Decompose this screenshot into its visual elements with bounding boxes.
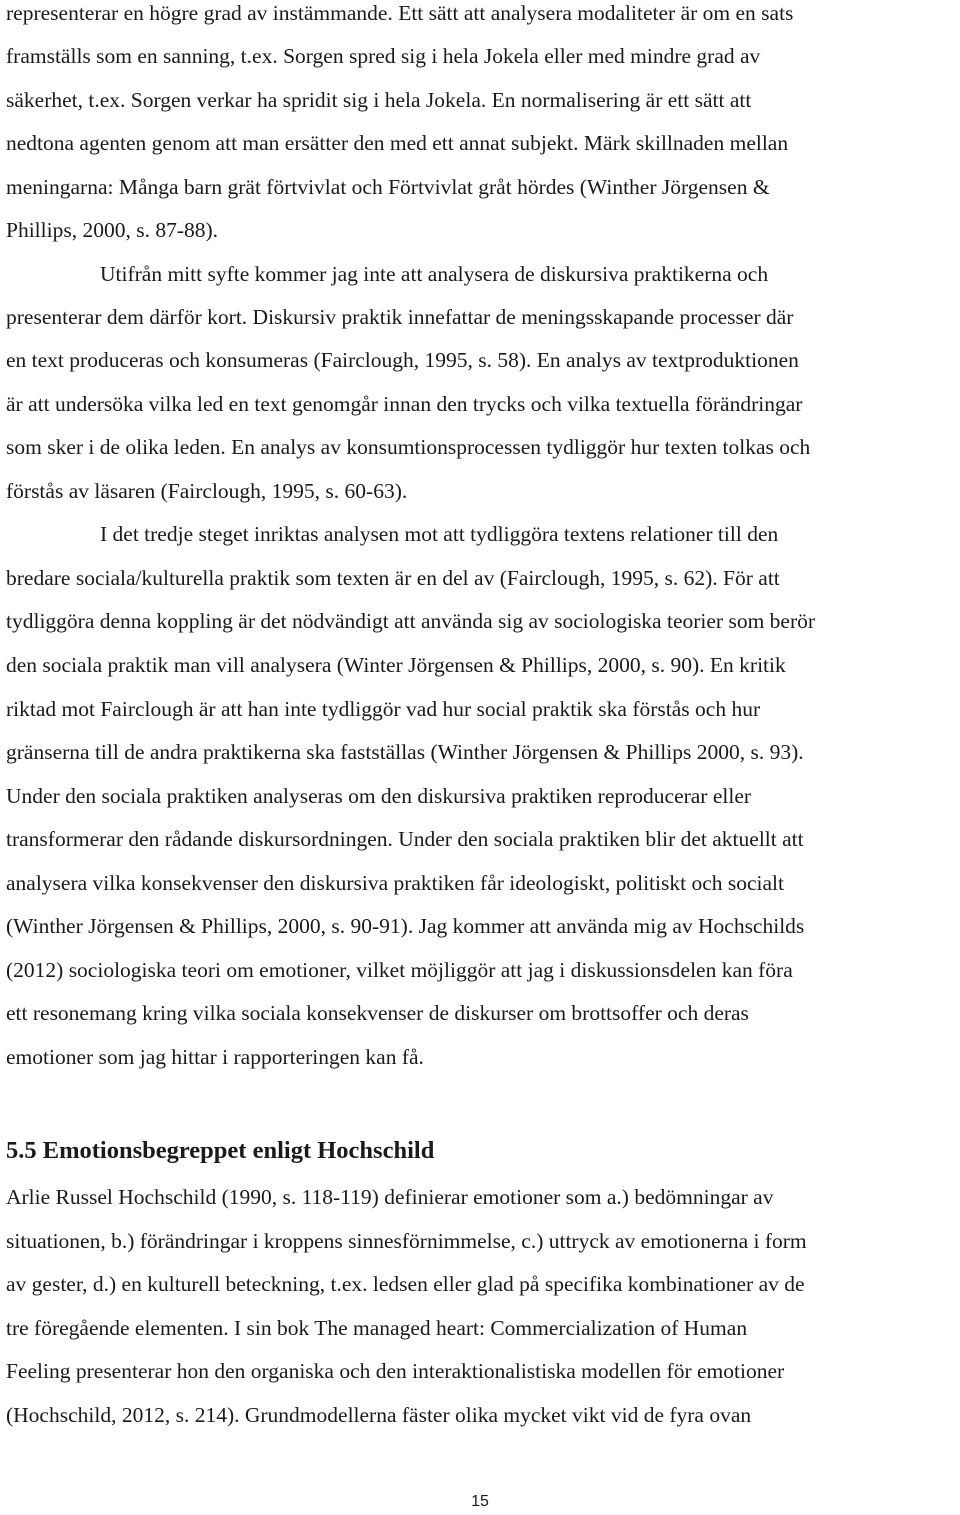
body-line: (2012) sociologiska teori om emotioner, vilket möjliggör att jag i diskussionsdelen kan föra [6, 958, 793, 982]
body-line: Arlie Russel Hochschild (1990, s. 118-119) definierar emotioner som a.) bedömningar av [6, 1185, 774, 1209]
body-line: framställs som en sanning, t.ex. Sorgen spred sig i hela Jokela eller med mindre grad av [6, 44, 761, 68]
body-line: av gester, d.) en kulturell beteckning, t.ex. ledsen eller glad på specifika kombinationer av de [6, 1272, 805, 1296]
body-line: gränserna till de andra praktikerna ska fastställas (Winther Jörgensen & Phillips 2000, s. 93). [6, 740, 804, 764]
body-line: Feeling presenterar hon den organiska och den interaktionalistiska modellen för emotioner [6, 1359, 785, 1383]
body-line: Under den sociala praktiken analyseras om den diskursiva praktiken reproducerar eller [6, 784, 752, 808]
section-heading: 5.5 Emotionsbegreppet enligt Hochschild [6, 1137, 435, 1164]
body-line: förstås av läsaren (Fairclough, 1995, s. 60-63). [6, 479, 408, 503]
body-line: (Winther Jörgensen & Phillips, 2000, s. 90-91). Jag kommer att använda mig av Hochschilds [6, 914, 805, 938]
body-line: den sociala praktik man vill analysera (Winter Jörgensen & Phillips, 2000, s. 90). En kritik [6, 653, 786, 677]
body-line: presenterar dem därför kort. Diskursiv praktik innefattar de meningsskapande processer där [6, 305, 794, 329]
body-line: tre föregående elementen. I sin bok The managed heart: Commercialization of Human [6, 1316, 748, 1340]
body-line: som sker i de olika leden. En analys av konsumtionsprocessen tydliggör hur texten tolkas och [6, 435, 811, 459]
paragraph-first-line: Utifrån mitt syfte kommer jag inte att analysera de diskursiva praktikerna och [100, 262, 769, 286]
body-line: representerar en högre grad av instämmande. Ett sätt att analysera modaliteter är om en sats [6, 1, 794, 25]
body-line: är att undersöka vilka led en text genomgår innan den trycks och vilka textuella förändringar [6, 392, 803, 416]
page-number: 15 [471, 1493, 489, 1510]
body-line: situationen, b.) förändringar i kroppens sinnesförnimmelse, c.) uttryck av emotionerna i form [6, 1229, 807, 1253]
paragraph-first-line: I det tredje steget inriktas analysen mot att tydliggöra textens relationer till den [100, 522, 779, 546]
body-line: riktad mot Fairclough är att han inte tydliggör vad hur social praktik ska förstås och hur [6, 697, 761, 721]
body-line: bredare sociala/kulturella praktik som texten är en del av (Fairclough, 1995, s. 62). För att [6, 566, 780, 590]
body-line: transformerar den rådande diskursordningen. Under den sociala praktiken blir det aktuellt att [6, 827, 804, 851]
body-line: ett resonemang kring vilka sociala konsekvenser de diskurser om brottsoffer och deras [6, 1001, 749, 1025]
body-line: (Hochschild, 2012, s. 214). Grundmodellerna fäster olika mycket vikt vid de fyra ovan [6, 1403, 752, 1427]
body-line: tydliggöra denna koppling är det nödvändigt att använda sig av sociologiska teorier som berör [6, 609, 816, 633]
body-line: analysera vilka konsekvenser den diskursiva praktiken får ideologiskt, politiskt och socialt [6, 871, 784, 895]
body-line: meningarna: Många barn grät förtvivlat och Förtvivlat gråt hördes (Winther Jörgensen & [6, 175, 770, 199]
body-line: en text produceras och konsumeras (Fairclough, 1995, s. 58). En analys av textproduktionen [6, 348, 799, 372]
body-line: Phillips, 2000, s. 87-88). [6, 218, 219, 242]
body-line: säkerhet, t.ex. Sorgen verkar ha spridit sig i hela Jokela. En normalisering är ett sätt att [6, 88, 752, 112]
body-line: emotioner som jag hittar i rapporteringen kan få. [6, 1045, 424, 1069]
body-line: nedtona agenten genom att man ersätter den med ett annat subjekt. Märk skillnaden mellan [6, 131, 789, 155]
